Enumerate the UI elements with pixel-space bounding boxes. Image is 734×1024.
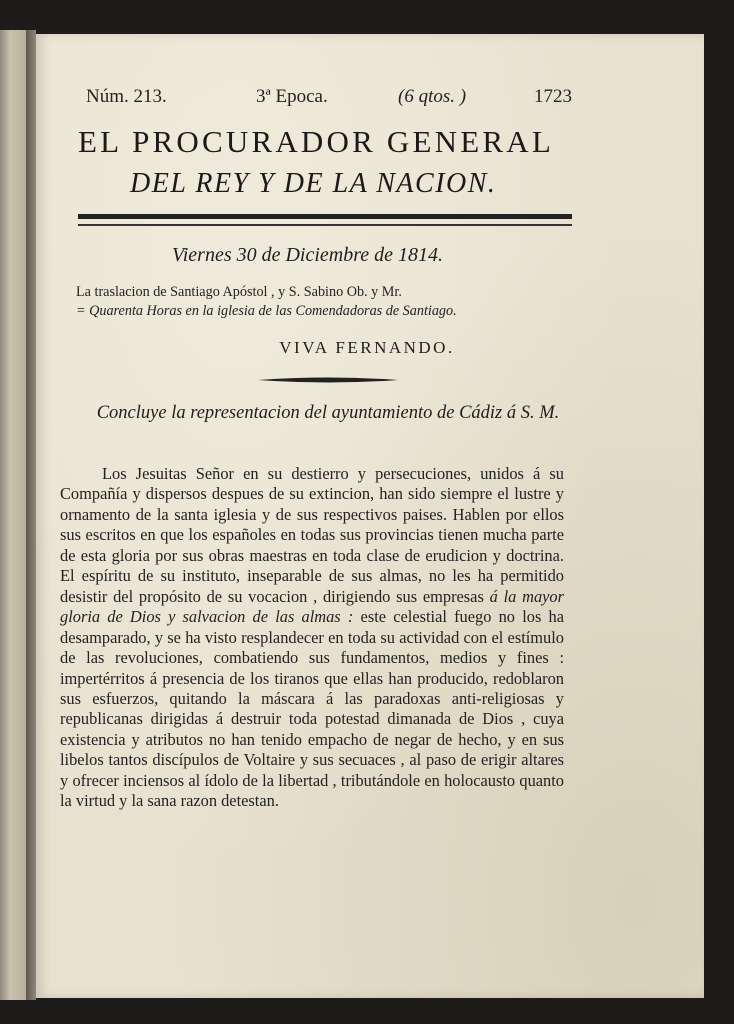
book-spine — [26, 30, 36, 1000]
epoch-label: 3ª Epoca. — [256, 86, 328, 107]
saints-line-2: = Quarenta Horas en la iglesia de las Comendadoras de Santiago. — [76, 303, 457, 319]
issue-date: Viernes 30 de Diciembre de 1814. — [172, 244, 444, 266]
page-number: 1723 — [534, 86, 572, 107]
motto: VIVA FERNANDO. — [279, 338, 455, 357]
article-body — [60, 464, 564, 812]
ornamental-divider — [258, 376, 398, 384]
issue-number: Núm. 213. — [86, 86, 167, 107]
masthead-rule-thin — [78, 224, 572, 226]
masthead-subtitle: DEL REY Y DE LA NACION. — [130, 168, 497, 199]
saints-of-the-day — [76, 283, 566, 321]
article-title: Concluye la representacion del ayuntamiento de Cádiz á S. M. — [96, 403, 560, 423]
article-text-part2: este celestial fuego no los ha desamparado, y se ha visto resplandecer en toda su actividad con el estímulo de las revoluciones, combatiendo sus fundamentos, medios y fines : impertérritos á presencia de los tiranos que ellas han producido, redoblaron sus esfuerzos, quitando la máscara á las paradoxas anti-religiosas y republicanas dirigidas á destruir toda potestad dimanada de Dios , cuya existencia y atributos no han tenido empacho de negar de hecho, y en sus libelos tantos discípulos de Voltaire y sus secuaces , al paso de erigir altares y ofrecer inciensos al ídolo de la libertad , tributándole en holocausto quanto la virtud y la sana razon detestan. — [60, 607, 564, 811]
masthead-title: EL PROCURADOR GENERAL — [78, 124, 554, 159]
article-text-part1: Los Jesuitas Señor en su destierro y persecuciones, unidos á su Compañía y dispersos despues de su extincion, han sido siempre el lustre y ornamento de la santa iglesia y de sus respectivos paises. Hablen por ellos sus escritos en que los españoles en todas sus provincias tienen mucha parte de esta gloria por sus obras maestras en toda clase de erudicion y doctrina. El espíritu de su instituto, inseparable de sus almas, no les ha permitido desistir del propósito de su vocacion , dirigiendo sus empresas — [60, 464, 564, 606]
background-edge — [704, 34, 734, 998]
adjacent-page-edge — [0, 30, 26, 1000]
masthead-rule-thick — [78, 214, 572, 219]
price-label: (6 qtos. ) — [398, 86, 467, 107]
saints-line-1: La traslacion de Santiago Apóstol , y S. Sabino Ob. y Mr. — [76, 284, 402, 300]
article-text-italic: á la mayor gloria de Dios y salvacion de las almas : — [60, 586, 564, 627]
article-paragraph — [60, 464, 564, 812]
